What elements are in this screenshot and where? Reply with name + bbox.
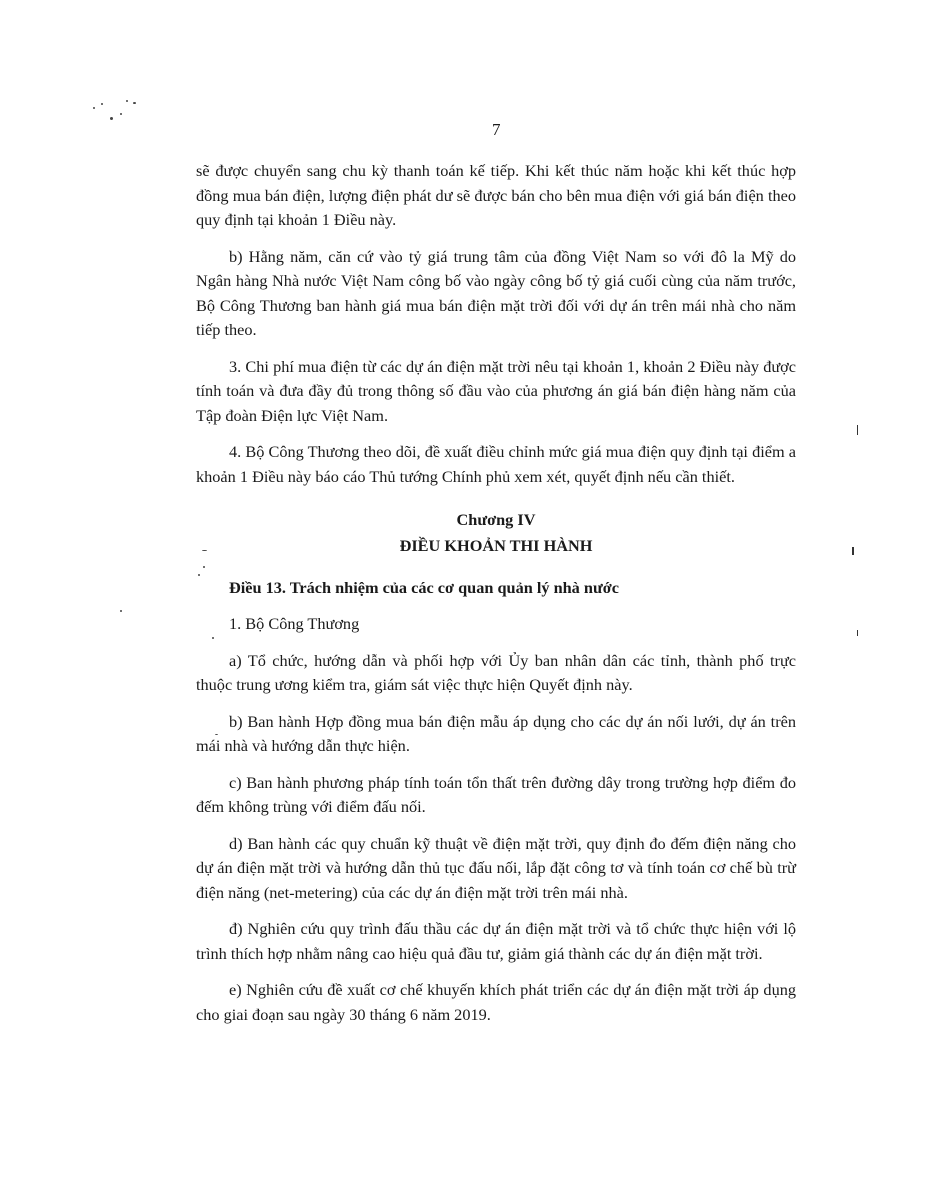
- scan-speck: [133, 102, 136, 104]
- scan-speck: [126, 100, 128, 102]
- paragraph: d) Ban hành các quy chuẩn kỹ thuật về điện mặt trời, quy định đo đếm điện năng cho dự án điện mặt trời và hướng dẫn thủ tục đấu nối, lắp đặt công tơ và tính toán cơ chế bù trừ điện năng (net-metering) của các dự án điện mặt trời trên mái nhà.: [196, 833, 796, 902]
- paragraph: b) Ban hành Hợp đồng mua bán điện mẫu áp dụng cho các dự án nối lưới, dự án trên mái nhà và hướng dẫn thực hiện.: [196, 711, 796, 755]
- scan-mark: [857, 630, 858, 636]
- scan-speck: [93, 107, 95, 109]
- paragraph: e) Nghiên cứu đề xuất cơ chế khuyến khích phát triển các dự án điện mặt trời áp dụng cho giai đoạn sau ngày 30 tháng 6 năm 2019.: [196, 980, 796, 1024]
- paragraph: 3. Chi phí mua điện từ các dự án điện mặt trời nêu tại khoản 1, khoản 2 Điều này được tính toán và đưa đầy đủ trong thông số đầu vào của phương án giá bán điện hàng năm của Tập đoàn Điện lực Việt Nam.: [196, 356, 796, 425]
- paragraph: đ) Nghiên cứu quy trình đấu thầu các dự án điện mặt trời và tổ chức thực hiện với lộ trình thích hợp nhằm nâng cao hiệu quả đầu tư, giảm giá thành các dự án điện mặt trời.: [196, 919, 796, 963]
- scan-speck: [120, 113, 122, 115]
- scan-mark: [852, 547, 854, 555]
- paragraph: b) Hằng năm, căn cứ vào tỷ giá trung tâm của đồng Việt Nam so với đô la Mỹ do Ngân hàng Nhà nước Việt Nam công bố vào ngày công bố tỷ giá cuối cùng của năm trước, Bộ Công Thương ban hành giá mua bán điện mặt trời đối với dự án trên mái nhà cho năm tiếp theo.: [196, 246, 796, 339]
- document-body: [196, 159, 796, 1039]
- paragraph: 1. Bộ Công Thương: [229, 614, 360, 633]
- paragraph: a) Tổ chức, hướng dẫn và phối hợp với Ủy ban nhân dân các tỉnh, thành phố trực thuộc trung ương kiểm tra, giám sát việc thực hiện Quyết định này.: [196, 650, 796, 694]
- paragraph: c) Ban hành phương pháp tính toán tổn thất trên đường dây trong trường hợp điểm đo đếm không trùng với điểm đấu nối.: [196, 772, 796, 816]
- scan-speck: [101, 103, 103, 105]
- scan-speck: [110, 117, 113, 120]
- paragraph: sẽ được chuyển sang chu kỳ thanh toán kế tiếp. Khi kết thúc năm hoặc khi kết thúc hợp đồng mua bán điện, lượng điện phát dư sẽ được bán cho bên mua điện với giá bán điện theo quy định tại khoản 1 Điều này.: [196, 161, 796, 229]
- scan-speck: [120, 610, 122, 612]
- chapter-heading: [196, 508, 796, 559]
- page-number: 7: [492, 120, 501, 139]
- article-title: Điều 13. Trách nhiệm của các cơ quan quản lý nhà nước: [229, 577, 619, 597]
- scan-mark: [857, 425, 858, 435]
- paragraph: 4. Bộ Công Thương theo dõi, đề xuất điều chỉnh mức giá mua điện quy định tại điểm a khoản 1 Điều này báo cáo Thủ tướng Chính phủ xem xét, quyết định nếu cần thiết.: [196, 442, 796, 486]
- chapter-title: ĐIỀU KHOẢN THI HÀNH: [399, 535, 593, 555]
- chapter-label: Chương IV: [456, 510, 536, 529]
